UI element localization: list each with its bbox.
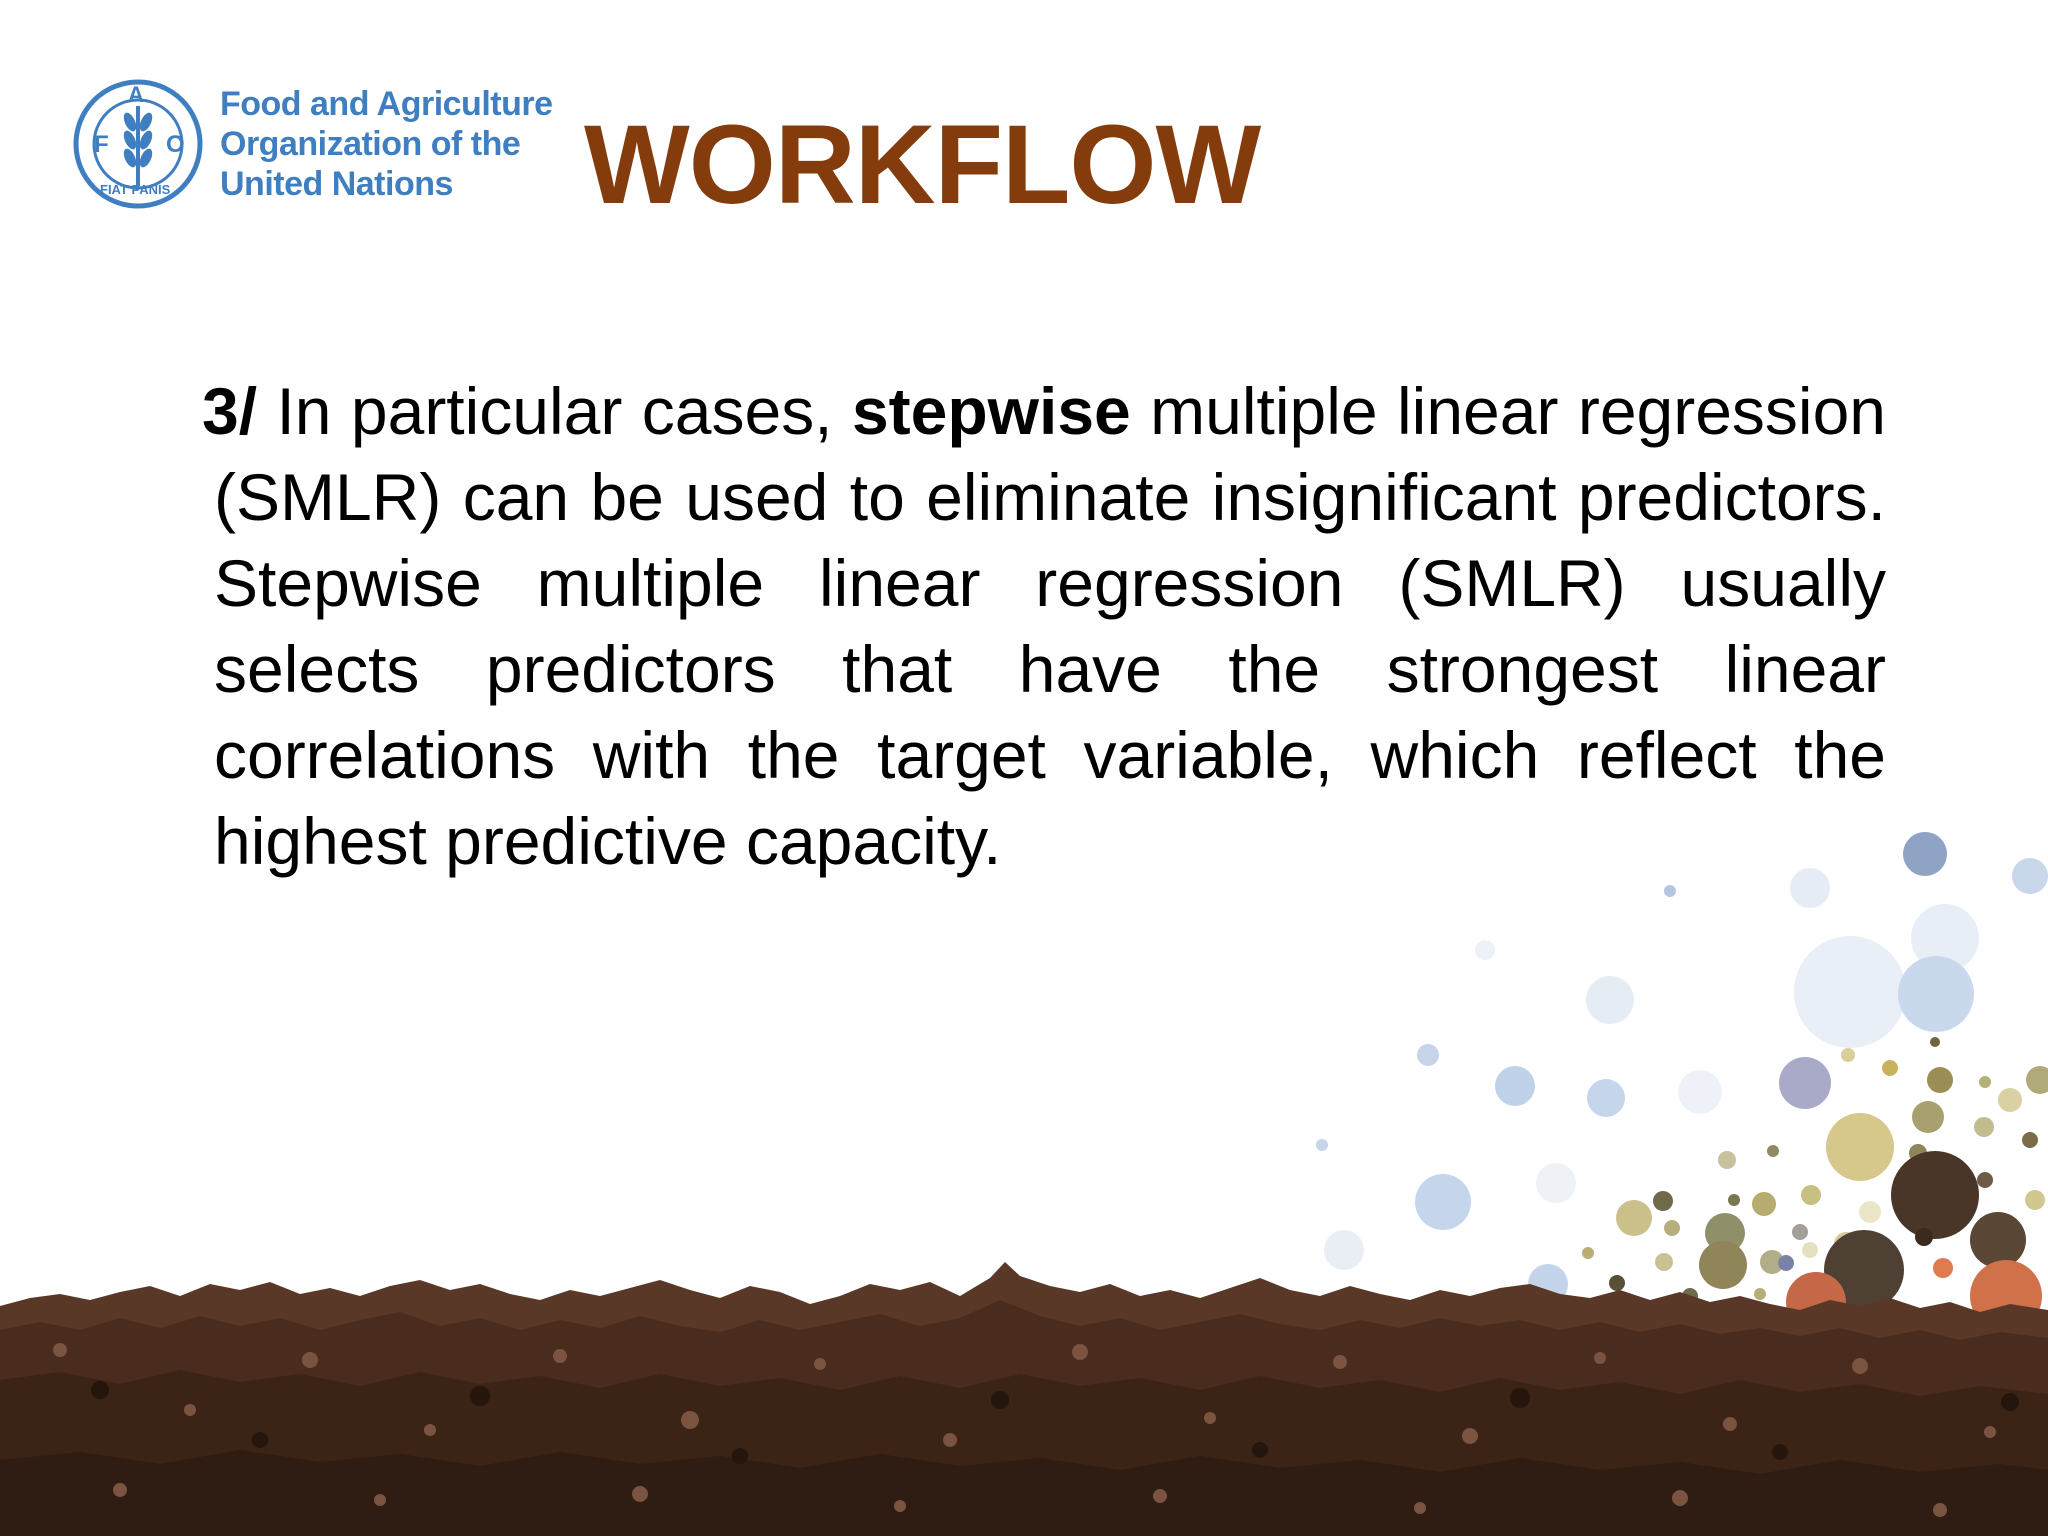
body-text-after-bold: multiple linear regression (SMLR) can be used to eliminate insignificant predictors. Stepwise multiple linear regression (SMLR) usually selects predictors that have the strongest linear correlations with the target variable, which reflect the highest predictive capacity. bbox=[214, 374, 1886, 878]
dots-cluster bbox=[1316, 832, 2048, 1332]
emblem-letter-o: O bbox=[166, 131, 185, 158]
slide-title: WORKFLOW bbox=[584, 102, 1261, 227]
fao-emblem-icon bbox=[72, 78, 204, 210]
emblem-letter-a: A bbox=[128, 82, 144, 107]
emblem-letter-f: F bbox=[94, 131, 109, 158]
body-bold-word: stepwise bbox=[851, 374, 1131, 448]
body-text-before-bold: In particular cases, bbox=[257, 374, 852, 448]
emblem-motto: FIAT PANIS bbox=[100, 182, 171, 197]
logo-line-2: Organization of the bbox=[220, 125, 521, 163]
soil-band bbox=[0, 1262, 2048, 1536]
body-paragraph bbox=[202, 368, 1886, 884]
logo-wordmark bbox=[220, 84, 560, 204]
logo-line-1: Food and Agriculture bbox=[220, 85, 553, 123]
step-number: 3/ bbox=[202, 374, 258, 448]
fao-logo bbox=[72, 78, 552, 208]
logo-line-3: United Nations bbox=[220, 165, 453, 203]
